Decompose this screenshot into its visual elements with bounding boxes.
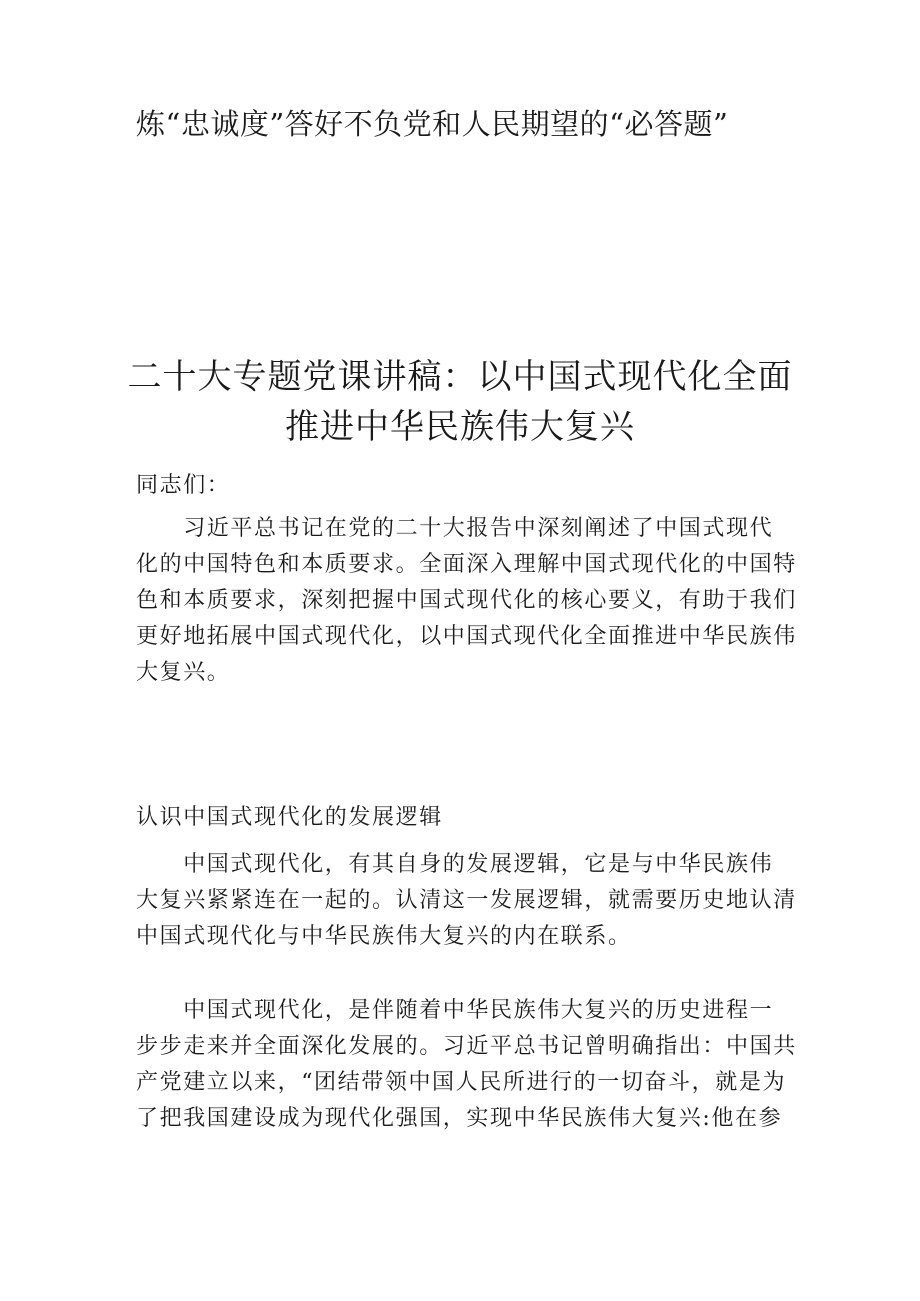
paragraph-line: 习近平总书记在党的二十大报告中深刻阐述了中国式现代 <box>136 516 774 541</box>
paragraph-line: 中国式现代化，是伴随着中华民族伟大复兴的历史进程一 <box>136 998 774 1023</box>
paragraph-line: 中国式现代化，有其自身的发展逻辑，它是与中华民族伟 <box>136 852 774 877</box>
paragraph-line: 中国式现代化与中华民族伟大复兴的内在联系。 <box>136 924 632 949</box>
main-title <box>100 352 820 452</box>
paragraph-line: 更好地拓展中国式现代化，以中国式现代化全面推进中华民族伟 <box>136 624 797 649</box>
paragraph-line: 大复兴紧紧连在一起的。认清这一发展逻辑，就需要历史地认清 <box>136 888 797 913</box>
section-heading: 认识中国式现代化的发展逻辑 <box>136 805 443 830</box>
paragraph-line: 化的中国特色和本质要求。全面深入理解中国式现代化的中国特 <box>136 552 797 577</box>
main-title-line: 二十大专题党课讲稿：以中国式现代化全面 <box>127 357 793 397</box>
paragraph-line: 了把我国建设成为现代化强国，实现中华民族伟大复兴:他在参 <box>136 1106 783 1131</box>
paragraph-line: 色和本质要求，深刻把握中国式现代化的核心要义，有助于我们 <box>136 588 797 613</box>
main-title-line: 推进中华民族伟大复兴 <box>285 407 635 447</box>
paragraph-line: 大复兴。 <box>136 660 231 685</box>
paragraph-1 <box>136 511 797 691</box>
paragraph-2 <box>136 847 797 955</box>
greeting: 同志们： <box>136 473 231 498</box>
top-title: 炼“忠诚度”答好不负党和人民期望的“必答题” <box>136 107 729 141</box>
paragraph-line: 产党建立以来，“团结带领中国人民所进行的一切奋斗，就是为 <box>136 1070 787 1095</box>
paragraph-3 <box>136 993 797 1137</box>
paragraph-line: 步步走来并全面深化发展的。习近平总书记曾明确指出：中国共 <box>136 1034 797 1059</box>
